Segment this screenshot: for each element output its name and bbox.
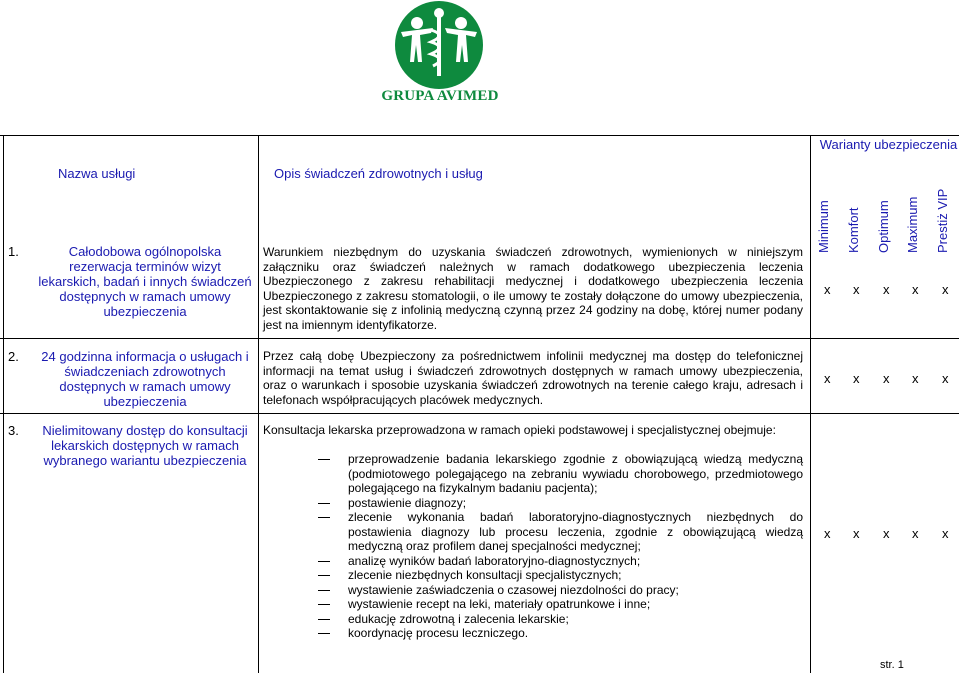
mark-komfort: x bbox=[853, 371, 860, 386]
row-number: 1. bbox=[8, 244, 19, 259]
service-description: Przez całą dobę Ubezpieczony za pośrednictwem infolinii medycznej ma dostęp do telefonicznej informacji na temat usług i świadczeń zdrowotnych dostępnych w ramach umowy ubezpieczenia, oraz o warunkach i sposobie uzyskania świadczeń zdrowotnych na terenie całego kraju, adresach i telefonach współpracujących placówek medycznych. bbox=[263, 349, 803, 407]
service-name: Całodobowa ogólnopolska rezerwacja terminów wizyt lekarskich, badań i innych świadczeń dostępnych w ramach umowy ubezpieczenia bbox=[38, 244, 252, 319]
mark-minimum: x bbox=[824, 526, 831, 541]
mark-minimum: x bbox=[824, 282, 831, 297]
variant-komfort: Komfort bbox=[846, 207, 861, 253]
page-number: str. 1 bbox=[880, 659, 904, 671]
consultation-scope-list bbox=[263, 452, 803, 641]
mark-maximum: x bbox=[912, 526, 919, 541]
list-item: zlecenie wykonania badań laboratoryjno-diagnostycznych niezbędnych do postawienia diagnozy lub procesu leczenia, zgodnie z obowiązującą wiedzą medyczną oraz profilem danej specjalności medycznej; bbox=[263, 510, 803, 554]
variant-maximum: Maximum bbox=[905, 196, 920, 253]
row-divider-1 bbox=[0, 338, 959, 339]
mark-prestiz-vip: x bbox=[942, 371, 949, 386]
header-variants: Warianty ubezpieczenia bbox=[819, 137, 958, 152]
mark-optimum: x bbox=[883, 526, 890, 541]
mark-komfort: x bbox=[853, 526, 860, 541]
list-item: zlecenie niezbędnych konsultacji specjalistycznych; bbox=[263, 568, 803, 583]
service-name: 24 godzinna informacja o usługach i świadczeniach zdrowotnych dostępnych w ramach umowy ubezpieczenia bbox=[41, 349, 249, 409]
logo-icon bbox=[377, 0, 502, 95]
list-item: analizę wyników badań laboratoryjno-diagnostycznych; bbox=[263, 554, 803, 569]
mark-minimum: x bbox=[824, 371, 831, 386]
header-description: Opis świadczeń zdrowotnych i usług bbox=[274, 166, 483, 181]
mark-komfort: x bbox=[853, 282, 860, 297]
list-item: wystawienie zaświadczenia o czasowej niezdolności do pracy; bbox=[263, 583, 803, 598]
variant-minimum: Minimum bbox=[816, 200, 831, 253]
list-item: koordynację procesu leczniczego. bbox=[263, 626, 803, 641]
mark-maximum: x bbox=[912, 282, 919, 297]
row-number: 3. bbox=[8, 423, 19, 438]
service-description: Konsultacja lekarska przeprowadzona w ramach opieki podstawowej i specjalistycznej obejmuje: bbox=[263, 423, 776, 437]
table-top-border bbox=[0, 135, 959, 136]
mark-optimum: x bbox=[883, 371, 890, 386]
row-divider-2 bbox=[0, 413, 959, 414]
service-name: Nielimitowany dostęp do konsultacji lekarskich dostępnych w ramach wybranego wariantu ubezpieczenia bbox=[42, 423, 248, 468]
mark-prestiz-vip: x bbox=[942, 282, 949, 297]
list-item: edukację zdrowotną i zalecenia lekarskie; bbox=[263, 612, 803, 627]
variant-optimum: Optimum bbox=[876, 200, 891, 253]
brand-name: GRUPA AVIMED bbox=[381, 88, 499, 104]
col-border-service bbox=[258, 135, 259, 673]
mark-maximum: x bbox=[912, 371, 919, 386]
list-item: przeprowadzenie badania lekarskiego zgodnie z obowiązującą wiedzą medyczną (podmiotowego polegającego na zebraniu wywiadu chorobowego, przedmiotowego polegającego na fizykalnym badaniu pacjenta); bbox=[263, 452, 803, 496]
row-number: 2. bbox=[8, 349, 19, 364]
list-item: wystawienie recept na leki, materiały opatrunkowe i inne; bbox=[263, 597, 803, 612]
list-item: postawienie diagnozy; bbox=[263, 496, 803, 511]
service-description: Warunkiem niezbędnym do uzyskania świadczeń zdrowotnych, wymienionych w niniejszym załączniku oraz świadczeń należnych w ramach dodatkowego ubezpieczenia leczenia Ubezpieczonego z zakresu rehabilitacji medycznej i dodatkowego ubezpieczenia leczenia Ubezpieczonego z zakresu stomatologii, o ile umowy te zostały dołączone do umowy ubezpieczenia, jest skontaktowanie się z infolinią medyczną czynną przez 24 godziny na dobę, której numer podany jest na imiennym identyfikatorze. bbox=[263, 245, 803, 332]
variant-prestiz-vip: Prestiż VIP bbox=[935, 188, 950, 253]
mark-optimum: x bbox=[883, 282, 890, 297]
header-service-name: Nazwa usługi bbox=[58, 166, 136, 181]
col-border-left bbox=[3, 135, 4, 673]
mark-prestiz-vip: x bbox=[942, 526, 949, 541]
col-border-desc bbox=[810, 135, 811, 673]
